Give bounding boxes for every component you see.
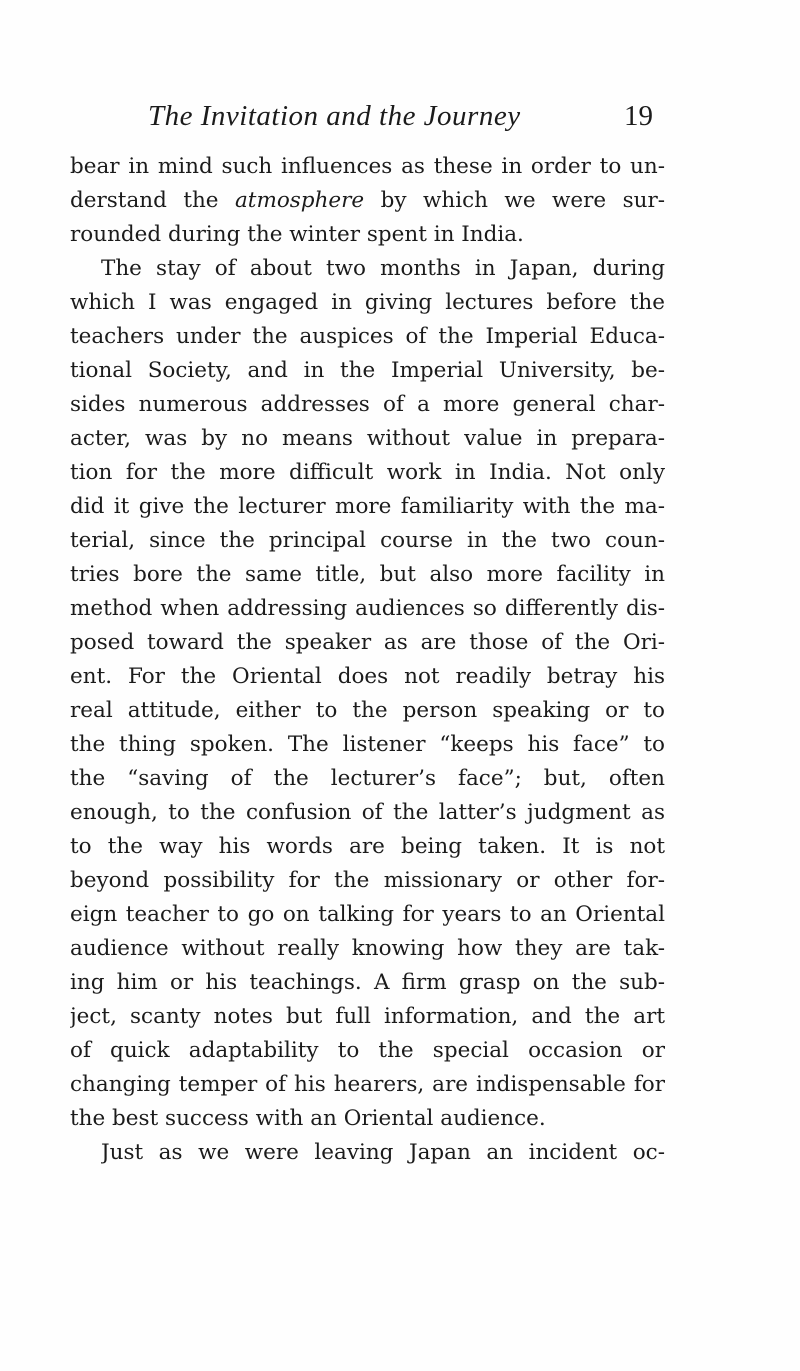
text-line: eign teacher to go on talking for years to an Oriental bbox=[70, 902, 665, 927]
text-line: audience without really knowing how they are tak- bbox=[70, 936, 665, 961]
running-head bbox=[148, 100, 653, 144]
text-line bbox=[70, 184, 665, 218]
text-line: bear in mind such influences as these in order to un- bbox=[70, 154, 665, 179]
text-line: sides numerous addresses of a more general char- bbox=[70, 392, 665, 417]
text-line: the “saving of the lecturer’s face”; but, often bbox=[70, 766, 665, 791]
page-number: 19 bbox=[624, 100, 653, 132]
text-line: real attitude, either to the person speaking or to bbox=[70, 698, 665, 723]
text-line: ent. For the Oriental does not readily betray his bbox=[70, 664, 665, 689]
text-line: rounded during the winter spent in India. bbox=[70, 222, 524, 247]
paragraph-first-line: Just as we were leaving Japan an incident oc- bbox=[101, 1140, 665, 1165]
paragraph-first-line: The stay of about two months in Japan, during bbox=[101, 256, 665, 281]
text-line: method when addressing audiences so differently dis- bbox=[70, 596, 665, 621]
text-line: teachers under the auspices of the Imperial Educa- bbox=[70, 324, 665, 349]
text-line: enough, to the confusion of the latter’s judgment as bbox=[70, 800, 665, 825]
text-line: did it give the lecturer more familiarity with the ma- bbox=[70, 494, 665, 519]
text-line: ject, scanty notes but full information, and the art bbox=[70, 1004, 665, 1029]
text-line: of quick adaptability to the special occasion or bbox=[70, 1038, 665, 1063]
text-fragment: by which we were sur- bbox=[364, 188, 665, 213]
text-line: which I was engaged in giving lectures before the bbox=[70, 290, 665, 315]
text-line: ing him or his teachings. A firm grasp on the sub- bbox=[70, 970, 665, 995]
text-line: beyond possibility for the missionary or other for- bbox=[70, 868, 665, 893]
text-line: tion for the more difficult work in India. Not only bbox=[70, 460, 665, 485]
text-line: the thing spoken. The listener “keeps his face” to bbox=[70, 732, 665, 757]
running-title: The Invitation and the Journey bbox=[148, 100, 521, 132]
text-line: to the way his words are being taken. It is not bbox=[70, 834, 665, 859]
text-line: tional Society, and in the Imperial University, be- bbox=[70, 358, 665, 383]
text-line: the best success with an Oriental audience. bbox=[70, 1106, 546, 1131]
text-line: terial, since the principal course in the two coun- bbox=[70, 528, 665, 553]
text-fragment: derstand the bbox=[70, 188, 235, 213]
emphasized-word: atmosphere bbox=[234, 188, 365, 213]
text-line: tries bore the same title, but also more facility in bbox=[70, 562, 665, 587]
text-line: posed toward the speaker as are those of the Ori- bbox=[70, 630, 665, 655]
text-line: acter, was by no means without value in prepara- bbox=[70, 426, 665, 451]
text-line: changing temper of his hearers, are indispensable for bbox=[70, 1072, 665, 1097]
